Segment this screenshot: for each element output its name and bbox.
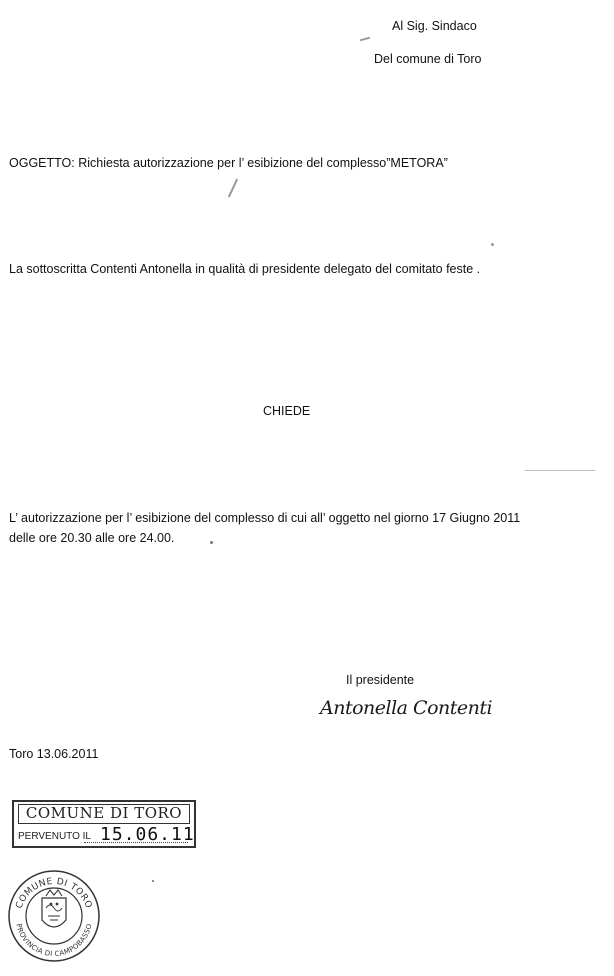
signatory-role: Il presidente	[346, 673, 415, 687]
coat-of-arms-icon	[42, 890, 66, 927]
place-and-date: Toro 13.06.2011	[9, 747, 99, 761]
subject-line: OGGETTO: Richiesta autorizzazione per l’ esibizione del complesso”METORA”	[9, 156, 448, 170]
municipal-seal	[6, 868, 102, 964]
received-stamp-label: PERVENUTO IL	[18, 831, 91, 842]
received-stamp	[12, 800, 196, 848]
received-stamp-header: COMUNE DI TORO	[18, 804, 190, 824]
scan-mark	[210, 541, 213, 544]
addressee-line-2: Del comune di Toro	[374, 52, 482, 66]
intro-paragraph: La sottoscritta Contenti Antonella in qualità di presidente delegato del comitato feste .	[9, 262, 481, 276]
request-line-2: delle ore 20.30 alle ore 24.00.	[9, 531, 175, 545]
svg-text:PROVINCIA DI CAMPOBASSO	[14, 923, 93, 958]
seal-bottom-text: PROVINCIA DI CAMPOBASSO	[14, 922, 94, 959]
scan-mark	[152, 880, 154, 882]
seal-top-text: COMUNE DI TORO	[14, 876, 94, 911]
request-line-1: L’ autorizzazione per l’ esibizione del complesso di cui all’ oggetto nel giorno 17 Giugno 2011	[9, 511, 521, 525]
request-heading: CHIEDE	[263, 404, 311, 418]
scan-mark	[360, 37, 370, 42]
received-stamp-date: 15.06.11	[100, 824, 195, 845]
handwritten-signature: Antonella Contenti	[320, 697, 493, 719]
scan-mark	[491, 243, 494, 246]
addressee-line-1: Al Sig. Sindaco	[392, 19, 477, 33]
scan-mark	[228, 179, 238, 198]
svg-text:COMUNE DI TORO	[15, 877, 94, 910]
scan-mark	[525, 470, 595, 471]
